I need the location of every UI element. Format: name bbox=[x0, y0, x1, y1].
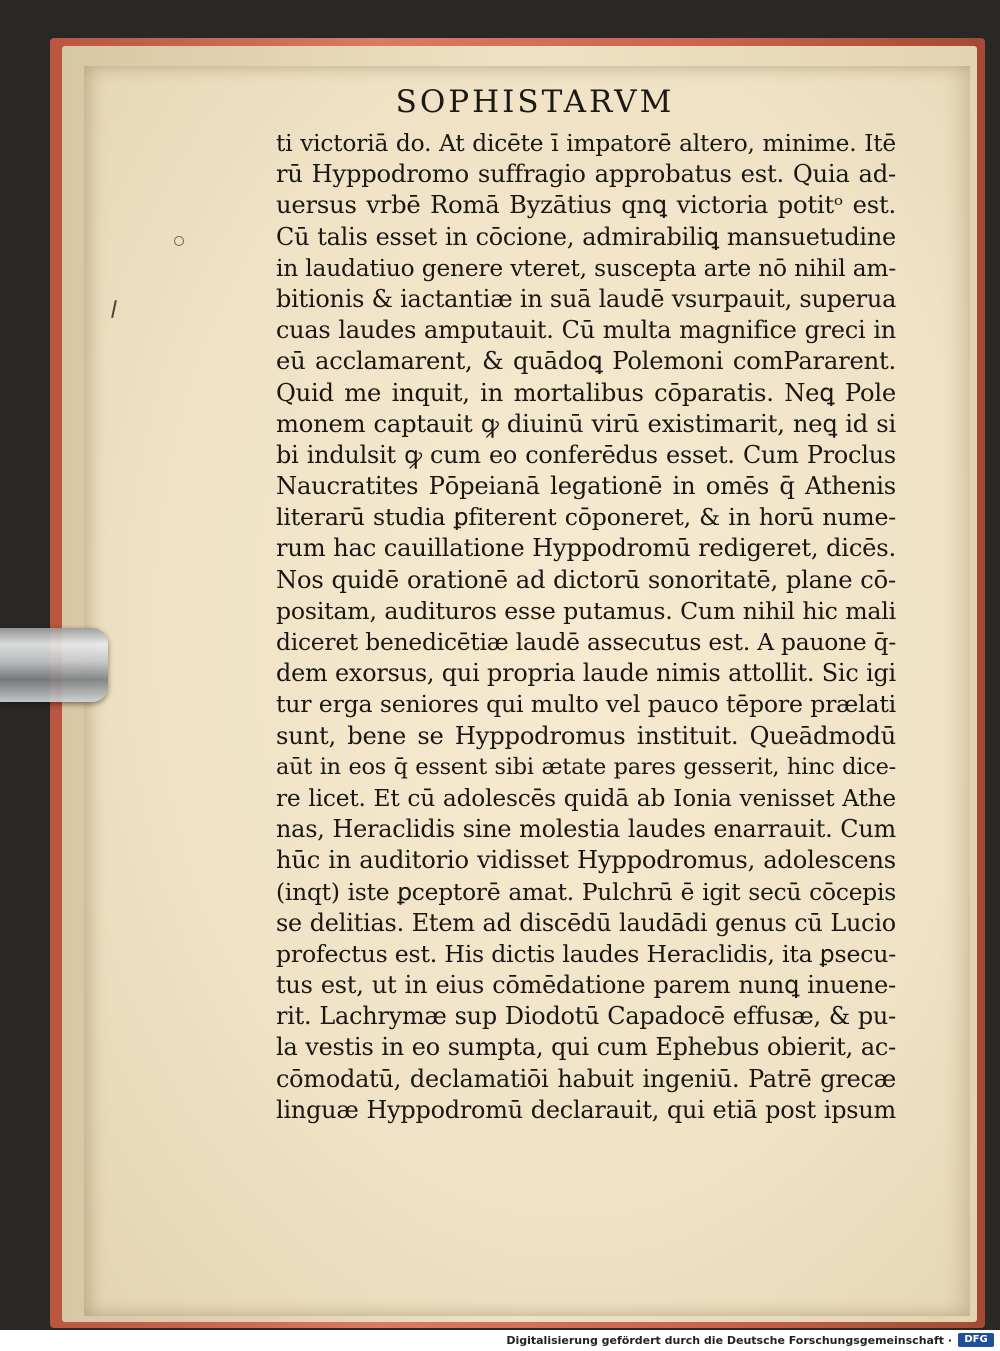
text-line: Quid me inquit, in mortalibus cōparatis. Neꝗ Pole bbox=[276, 378, 896, 407]
text-line: Nos quidē orationē ad dictorū sonoritatē, plane cō- bbox=[276, 565, 896, 594]
text-line: se delitias. Etem ad discēdū laudādi genus cū Lucio bbox=[276, 908, 896, 937]
text-line: re licet. Et cū adolescēs quidā ab Ionia venisset Athe bbox=[276, 784, 896, 812]
text-line: (inqt) iste ꝑceptorē amat. Pulchrū ē igit secū cōcepis bbox=[276, 878, 896, 906]
text-line: monem captauit ꝙ diuinū virū existimarit, neꝗ id si bbox=[276, 409, 896, 438]
text-line: tus est, ut in eius cōmēdatione parem nunꝗ inuene- bbox=[276, 971, 896, 1000]
text-line: eū acclamarent, & quādoꝗ Polemoni comPararent. bbox=[276, 347, 896, 376]
text-line: uersus vrbē Romā Byzātius qnꝗ victoria potitᵒ est. bbox=[276, 191, 896, 220]
text-line: cuas laudes amputauit. Cū multa magnifice greci in bbox=[276, 316, 896, 345]
dfg-logo-icon: DFG bbox=[958, 1333, 994, 1347]
text-line: bi indulsit ꝙ cum eo conferēdus esset. Cum Proclus bbox=[276, 440, 896, 469]
text-line: hūc in auditorio vidisset Hyppodromus, adolescens bbox=[276, 846, 896, 875]
text-line: rit. Lachrymæ sup Diodotū Capadocē effusæ, & pu- bbox=[276, 1002, 896, 1031]
margin-mark-circle bbox=[174, 236, 184, 246]
text-line: profectus est. His dictis laudes Heraclidis, ita ꝑsecu- bbox=[276, 939, 897, 968]
footer-bar bbox=[0, 1330, 1000, 1351]
text-line: la vestis in eo sumpta, qui cum Ephebus obierit, ac- bbox=[276, 1033, 896, 1062]
text-line: linguæ Hyppodromū declarauit, qui etiā post ipsum bbox=[276, 1095, 896, 1124]
text-line: aūt in eos q̄ essent sibi ætate pares gesserit, hinc dice- bbox=[276, 753, 896, 780]
text-line: tur erga seniores qui multo vel pauco tēpore prælati bbox=[276, 690, 896, 719]
text-line: Cū talis esset in cōcione, admirabiliꝗ mansuetudine bbox=[276, 222, 896, 251]
text-line: dem exorsus, qui propria laude nimis attollit. Sic igi bbox=[276, 659, 896, 688]
footer-credit: Digitalisierung gefördert durch die Deutsche Forschungsgemeinschaft · bbox=[506, 1334, 952, 1347]
text-line: ti victoriā do. At dicēte ī impatorē altero, minime. Itē bbox=[276, 130, 896, 157]
text-line: literarū studia ꝑfiterent cōponeret, & in horū nume- bbox=[276, 503, 896, 532]
text-line: rum hac cauillatione Hyppodromū redigeret, dicēs. bbox=[276, 534, 896, 563]
text-line: Naucratites Pōpeianā legationē in omēs q̄ Athenis bbox=[276, 472, 896, 501]
text-line: in laudatiuo genere vteret, suscepta arte nō nihil am- bbox=[276, 254, 896, 282]
text-line: diceret benedicētiæ laudē assecutus est. A pauone q̄- bbox=[276, 629, 897, 656]
running-head: SOPHISTARVM bbox=[395, 84, 675, 120]
text-line: rū Hyppodromo suffragio approbatus est. Quia ad- bbox=[276, 160, 896, 189]
text-line: sunt, bene se Hyppodromus instituit. Queādmodū bbox=[276, 721, 896, 750]
page-clip bbox=[0, 628, 108, 702]
text-line: nas, Heraclidis sine molestia laudes enarrauit. Cum bbox=[276, 815, 896, 844]
text-block bbox=[276, 128, 896, 1126]
text-line: cōmodatū, declamatiōi habuit ingeniū. Patrē grecæ bbox=[276, 1064, 896, 1093]
text-line: bitionis & iactantiæ in suā laudē vsurpauit, superua bbox=[276, 284, 897, 313]
text-line: positam, audituros esse putamus. Cum nihil hic mali bbox=[276, 596, 896, 625]
